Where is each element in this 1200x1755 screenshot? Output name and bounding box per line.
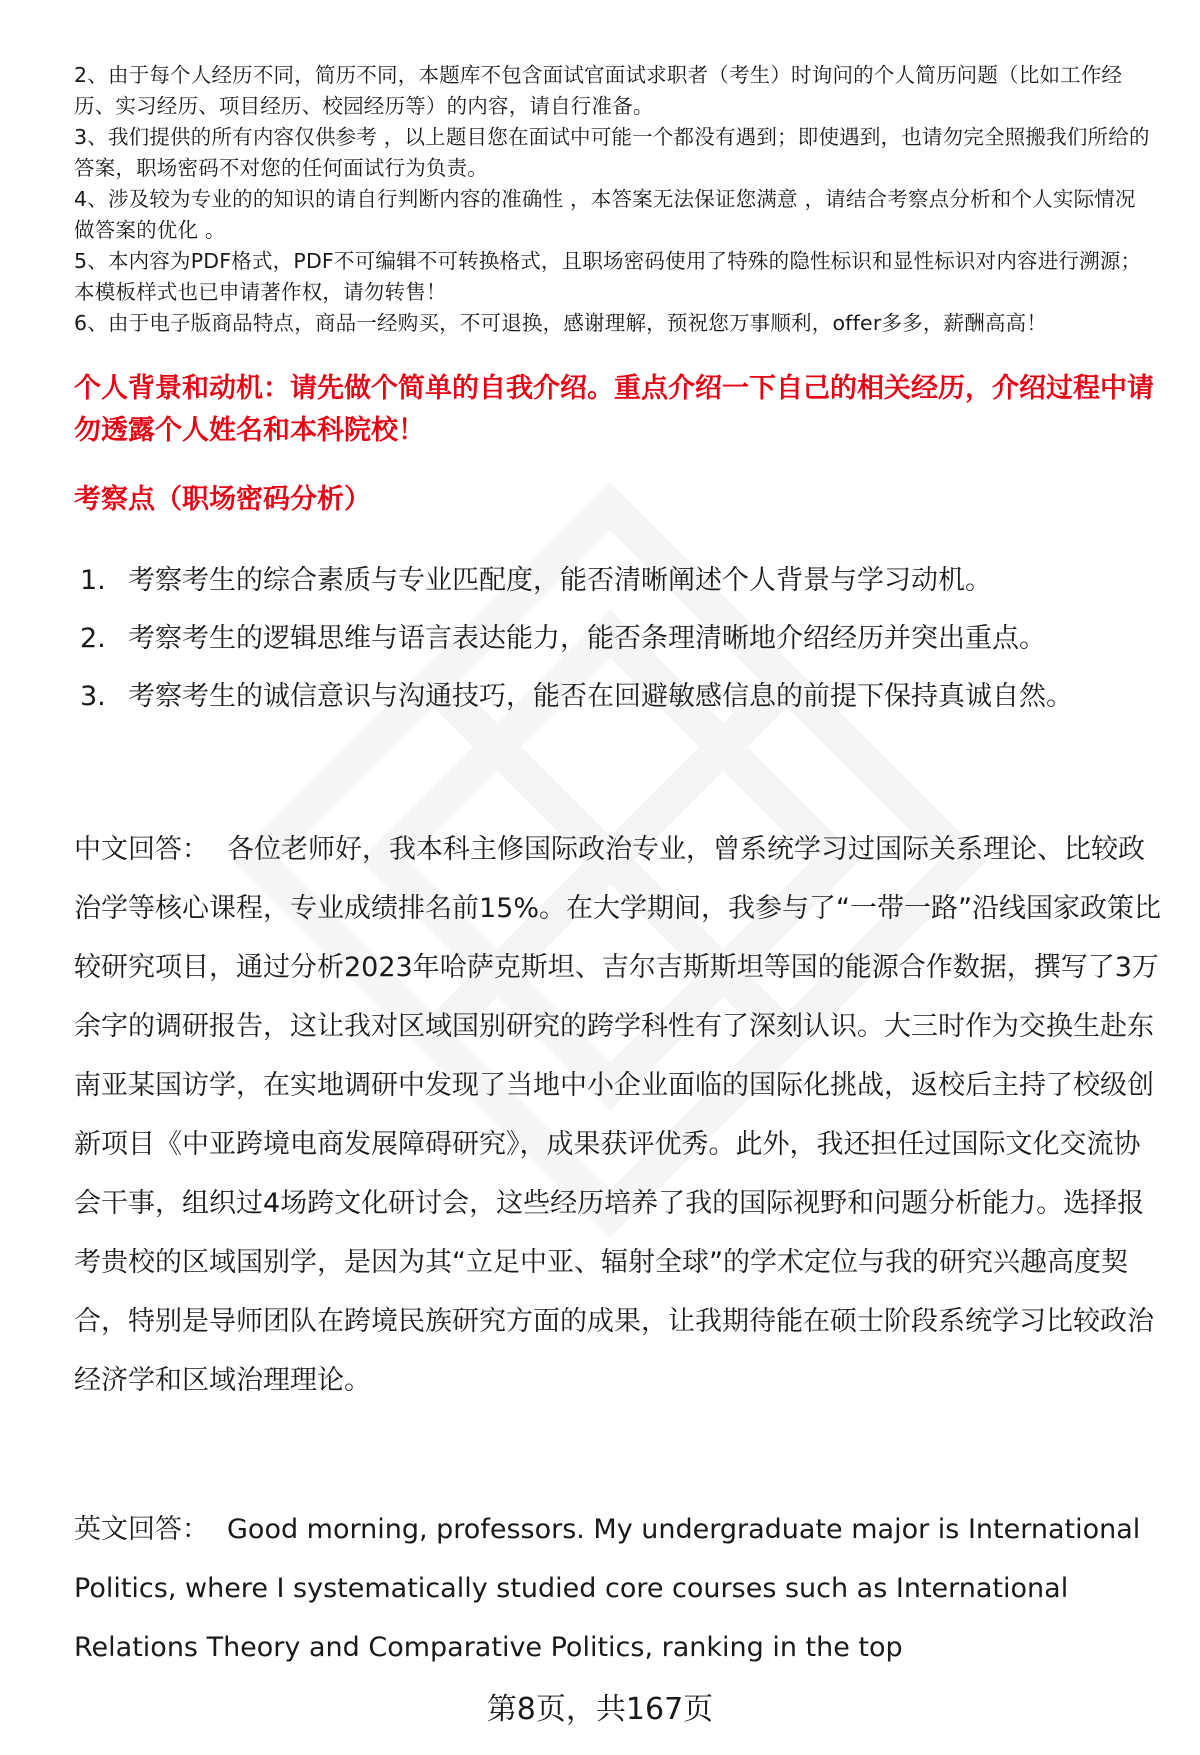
- point-text: 考察考生的综合素质与专业匹配度，能否清晰阐述个人背景与学习动机。: [128, 565, 992, 596]
- note-item: 3、我们提供的所有内容仅供参考 ，以上题目您在面试中可能一个都没有遇到；即使遇到，也请勿完全照搬我们所给的答案，职场密码不对您的任何面试行为负责。: [74, 125, 1150, 180]
- chinese-answer-text: 各位老师好，我本科主修国际政治专业，曾系统学习过国际关系理论、比较政治学等核心课程，专业成绩排名前15%。在大学期间，我参与了“一带一路”沿线国家政策比较研究项目，通过分析2023年哈萨克斯坦、吉尔吉斯斯坦等国的能源合作数据，撰写了3万余字的调研报告，这让我对区域国别研究的跨学科性有了深刻认识。大三时作为交换生赴东南亚某国访学，在实地调研中发现了当地中小企业面临的国际化挑战，返校后主持了校级创新项目《中亚跨境电商发展障碍研究》，成果获评优秀。此外，我还担任过国际文化交流协会干事，组织过4场跨文化研讨会，这些经历培养了我的国际视野和问题分析能力。选择报考贵校的区域国别学，是因为其“立足中亚、辐射全球”的学术定位与我的研究兴趣高度契合，特别是导师团队在跨境民族研究方面的成果，让我期待能在硕士阶段系统学习比较政治经济学和区域治理理论。: [74, 834, 1161, 1396]
- english-answer-label: 英文回答：: [74, 1514, 209, 1545]
- point-number: 1.: [80, 565, 106, 596]
- point-number: 3.: [80, 681, 106, 712]
- analysis-point: [80, 668, 1160, 726]
- english-answer-text: Good morning, professors. My undergraduate major is International Politics, where I systematically studied core courses such as International Relations Theory and Comparative Politics, ranking in the top: [74, 1514, 1141, 1663]
- chinese-answer-label: 中文回答：: [74, 834, 209, 865]
- analysis-point: [80, 610, 1160, 668]
- analysis-point: [80, 552, 1160, 610]
- note-item: 6、由于电子版商品特点，商品一经购买，不可退换，感谢理解，预祝您万事顺利，offer多多，薪酬高高！: [74, 311, 1048, 335]
- point-number: 2.: [80, 623, 106, 654]
- chinese-answer: [74, 820, 1164, 1410]
- analysis-heading: 考察点（职场密码分析）: [74, 484, 371, 515]
- disclaimer-notes: [74, 60, 1154, 339]
- page-number: 第8页，共167页: [486, 1692, 714, 1727]
- analysis-points: [80, 552, 1160, 726]
- note-item: 5、本内容为PDF格式，PDF不可编辑不可转换格式，且职场密码使用了特殊的隐性标识和显性标识对内容进行溯源；本模板样式也已申请著作权，请勿转售！: [74, 249, 1142, 304]
- note-item: 4、涉及较为专业的的知识的请自行判断内容的准确性 ，本答案无法保证您满意 ，请结合考察点分析和个人实际情况做答案的优化 。: [74, 187, 1136, 242]
- note-item: 2、由于每个人经历不同，简历不同，本题库不包含面试官面试求职者（考生）时询问的个人简历问题（比如工作经历、实习经历、项目经历、校园经历等）的内容，请自行准备。: [74, 63, 1123, 118]
- point-text: 考察考生的诚信意识与沟通技巧，能否在回避敏感信息的前提下保持真诚自然。: [128, 681, 1073, 712]
- question-title: 个人背景和动机：请先做个简单的自我介绍。重点介绍一下自己的相关经历，介绍过程中请勿透露个人姓名和本科院校！: [74, 373, 1154, 446]
- english-answer: [74, 1500, 1164, 1677]
- point-text: 考察考生的逻辑思维与语言表达能力，能否条理清晰地介绍经历并突出重点。: [128, 623, 1046, 654]
